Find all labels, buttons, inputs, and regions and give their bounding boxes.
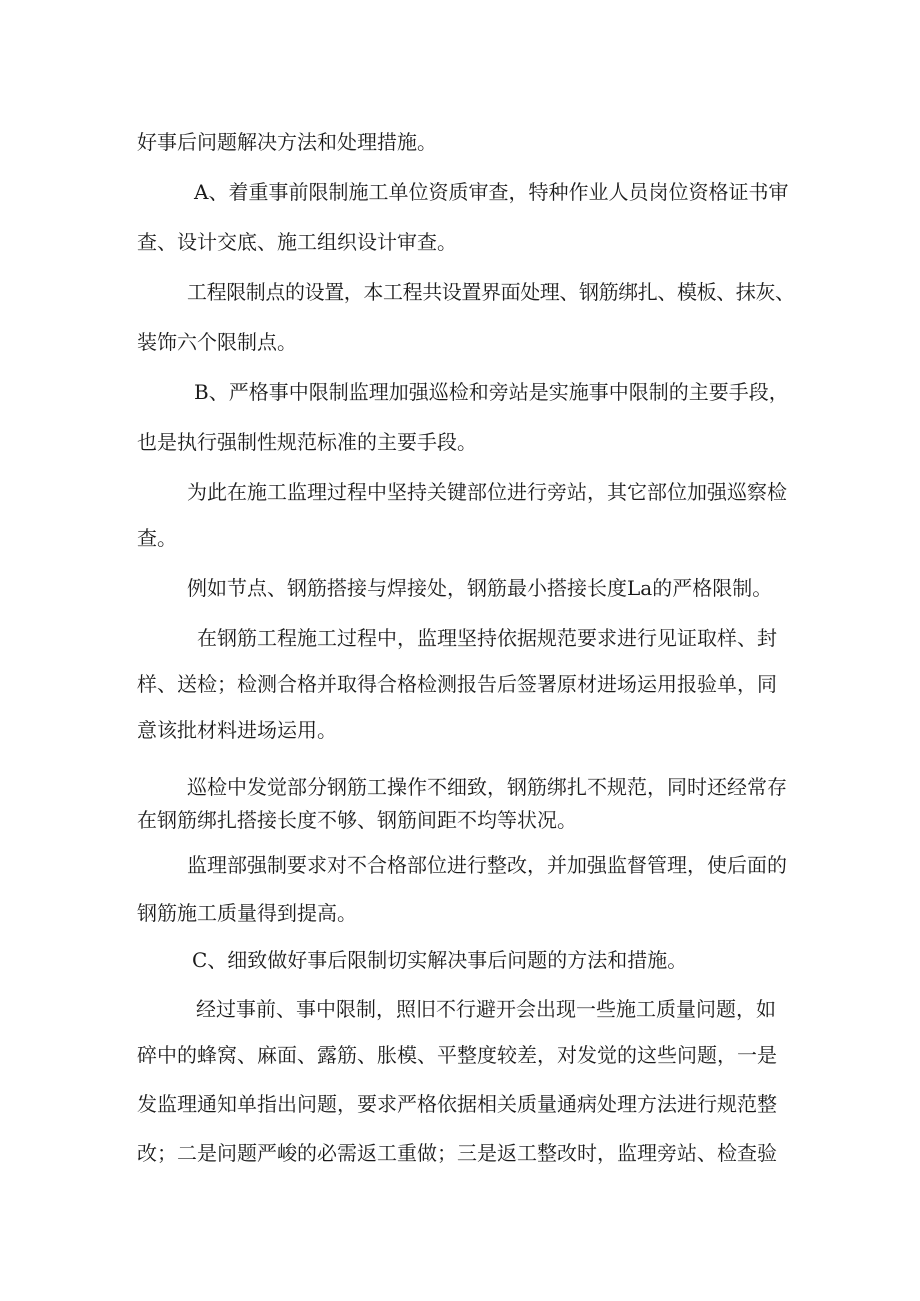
text-line: 样、送检；检测合格并取得合格检测报告后签署原材进场运用报验单，同 [137, 672, 777, 696]
text-line: 意该批材料进场运用。 [137, 718, 337, 742]
text-line: 好事后问题解决方法和处理措施。 [137, 130, 437, 154]
text-line: A、着重事前限制施工单位资质审查，特种作业人员岗位资格证书审 [194, 180, 789, 204]
text-line: 在钢筋绑扎搭接长度不够、钢筋间距不均等状况。 [137, 808, 577, 832]
text-line: B、严格事中限制监理加强巡检和旁站是实施事中限制的主要手段， [194, 380, 789, 404]
text-line: 例如节点、钢筋搭接与焊接处，钢筋最小搭接长度La的严格限制。 [187, 576, 773, 600]
text-line: 在钢筋工程施工过程中，监理坚持依据规范要求进行见证取样、封 [197, 626, 777, 650]
text-line: 查。 [137, 526, 177, 550]
text-line: 监理部强制要求对不合格部位进行整改，并加强监督管理，使后面的 [187, 853, 787, 877]
text-line: 钢筋施工质量得到提高。 [137, 901, 357, 925]
text-line: 经过事前、事中限制，照旧不行避开会出现一些施工质量问题，如 [196, 997, 776, 1021]
text-line: 巡检中发觉部分钢筋工操作不细致，钢筋绑扎不规范，同时还经常存 [187, 775, 787, 799]
text-line: 为此在施工监理过程中坚持关键部位进行旁站，其它部位加强巡察检 [187, 480, 787, 504]
text-line: 查、设计交底、施工组织设计审查。 [137, 230, 457, 254]
text-line: 改；二是问题严峻的必需返工重做；三是返工整改时，监理旁站、检查验 [137, 1141, 777, 1165]
text-line: 也是执行强制性规范标准的主要手段。 [137, 430, 477, 454]
text-line: 碎中的蜂窝、麻面、露筋、胀模、平整度较差，对发觉的这些问题，一是 [137, 1043, 777, 1067]
text-line: 工程限制点的设置，本工程共设置界面处理、钢筋绑扎、模板、抹灰、 [187, 280, 795, 304]
text-line: 装饰六个限制点。 [137, 330, 297, 354]
text-line: 发监理通知单指出问题，要求严格依据相关质量通病处理方法进行规范整 [137, 1092, 777, 1116]
text-line: C、细致做好事后限制切实解决事后问题的方法和措施。 [192, 948, 688, 972]
